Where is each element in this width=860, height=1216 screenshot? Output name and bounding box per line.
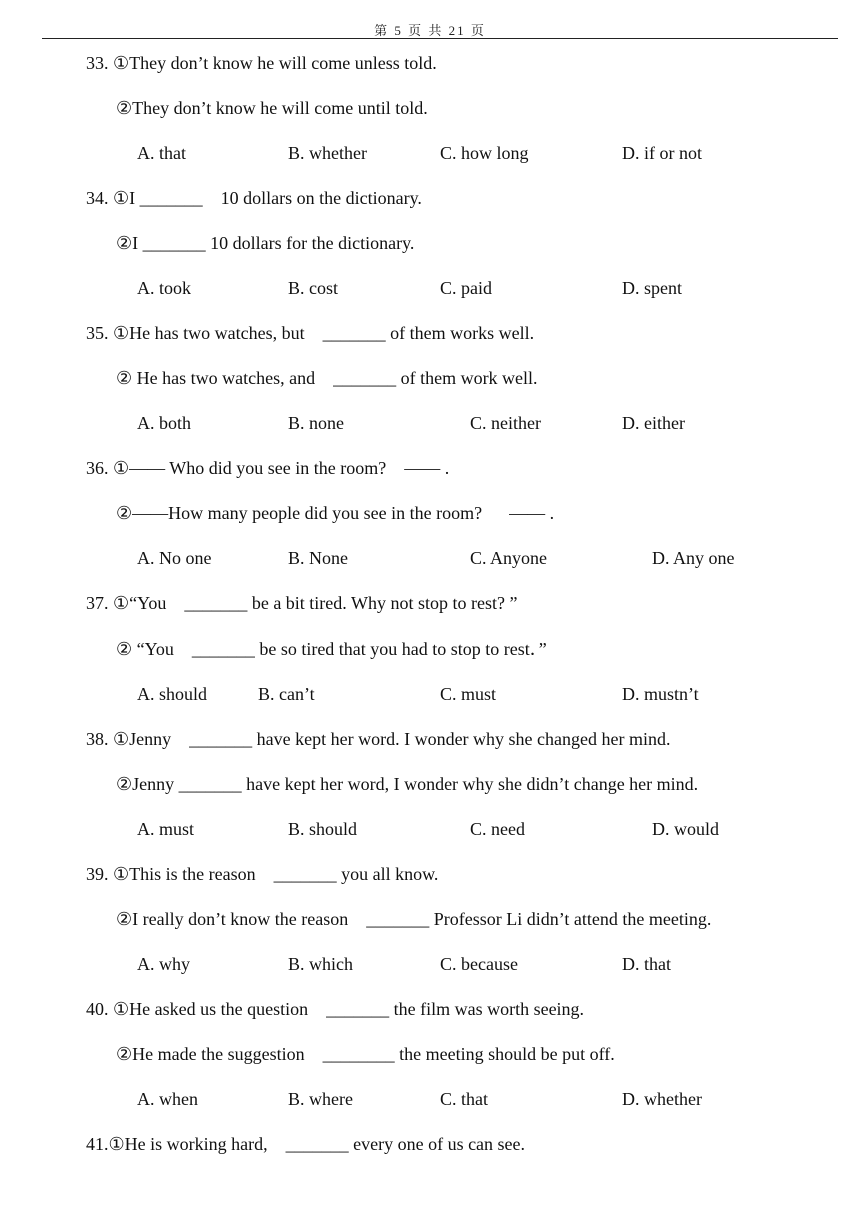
question-39-line-1: 39. ①This is the reason _______ you all know. bbox=[86, 864, 439, 884]
question-38-line-2: ②Jenny _______ have kept her word, I wonder why she didn’t change her mind. bbox=[116, 774, 699, 794]
question-34-option-c: C. paid bbox=[440, 278, 492, 298]
question-40-line-2: ②He made the suggestion ________ the meeting should be put off. bbox=[116, 1044, 615, 1064]
question-37-line-2: ② “You _______ be so tired that you had to stop to rest．” bbox=[116, 639, 547, 659]
question-33-option-a: A. that bbox=[137, 143, 186, 163]
question-39-option-c: C. because bbox=[440, 954, 518, 974]
question-40-option-d: D. whether bbox=[622, 1089, 702, 1109]
question-38-option-b: B. should bbox=[288, 819, 358, 839]
question-35-line-1: 35. ①He has two watches, but _______ of them works well. bbox=[86, 323, 535, 343]
question-39-line-2: ②I really don’t know the reason _______ Professor Li didn’t attend the meeting. bbox=[116, 909, 712, 929]
question-37-option-b: B. can’t bbox=[258, 684, 315, 704]
question-40-option-b: B. where bbox=[288, 1089, 353, 1109]
question-34-line-1: 34. ①I _______ 10 dollars on the dictionary. bbox=[86, 188, 422, 208]
question-38-line-1: 38. ①Jenny _______ have kept her word. I wonder why she changed her mind. bbox=[86, 729, 671, 749]
question-34-option-b: B. cost bbox=[288, 278, 339, 298]
question-36-option-b: B. None bbox=[288, 548, 348, 568]
question-38-option-d: D. would bbox=[652, 819, 719, 839]
question-33-option-b: B. whether bbox=[288, 143, 367, 163]
header-rule bbox=[42, 38, 838, 39]
question-37-option-a: A. should bbox=[137, 684, 208, 704]
question-35-option-c: C. neither bbox=[470, 413, 541, 433]
question-33-line-1: 33. ①They don’t know he will come unless told. bbox=[86, 53, 437, 73]
question-40-line-1: 40. ①He asked us the question _______ the film was worth seeing. bbox=[86, 999, 585, 1019]
question-38-option-a: A. must bbox=[137, 819, 195, 839]
question-37-option-d: D. mustn’t bbox=[622, 684, 699, 704]
question-36-option-c: C. Anyone bbox=[470, 548, 548, 568]
question-41-line-1: 41.①He is working hard, _______ every one of us can see. bbox=[86, 1134, 526, 1154]
question-37-line-1: 37. ①“You _______ be a bit tired. Why not stop to rest? ” bbox=[86, 593, 518, 613]
question-35-option-d: D. either bbox=[622, 413, 685, 433]
page-header: 第 5 页 共 21 页 bbox=[374, 23, 486, 38]
question-40-option-a: A. when bbox=[137, 1089, 198, 1109]
question-40-option-c: C. that bbox=[440, 1089, 488, 1109]
question-36-option-a: A. No one bbox=[137, 548, 212, 568]
question-34-option-d: D. spent bbox=[622, 278, 682, 298]
question-34-option-a: A. took bbox=[137, 278, 191, 298]
question-33-option-c: C. how long bbox=[440, 143, 529, 163]
question-38-option-c: C. need bbox=[470, 819, 525, 839]
question-35-option-a: A. both bbox=[137, 413, 191, 433]
question-34-line-2: ②I _______ 10 dollars for the dictionary. bbox=[116, 233, 415, 253]
question-36-line-1: 36. ①—— Who did you see in the room? —— . bbox=[86, 458, 450, 478]
question-33-option-d: D. if or not bbox=[622, 143, 702, 163]
question-36-option-d: D. Any one bbox=[652, 548, 735, 568]
question-35-option-b: B. none bbox=[288, 413, 344, 433]
question-39-option-d: D. that bbox=[622, 954, 671, 974]
question-39-option-a: A. why bbox=[137, 954, 190, 974]
question-39-option-b: B. which bbox=[288, 954, 353, 974]
question-36-line-2: ②——How many people did you see in the room? —— . bbox=[116, 503, 555, 523]
question-33-line-2: ②They don’t know he will come until told. bbox=[116, 98, 428, 118]
question-35-line-2: ② He has two watches, and _______ of them work well. bbox=[116, 368, 538, 388]
question-37-option-c: C. must bbox=[440, 684, 497, 704]
